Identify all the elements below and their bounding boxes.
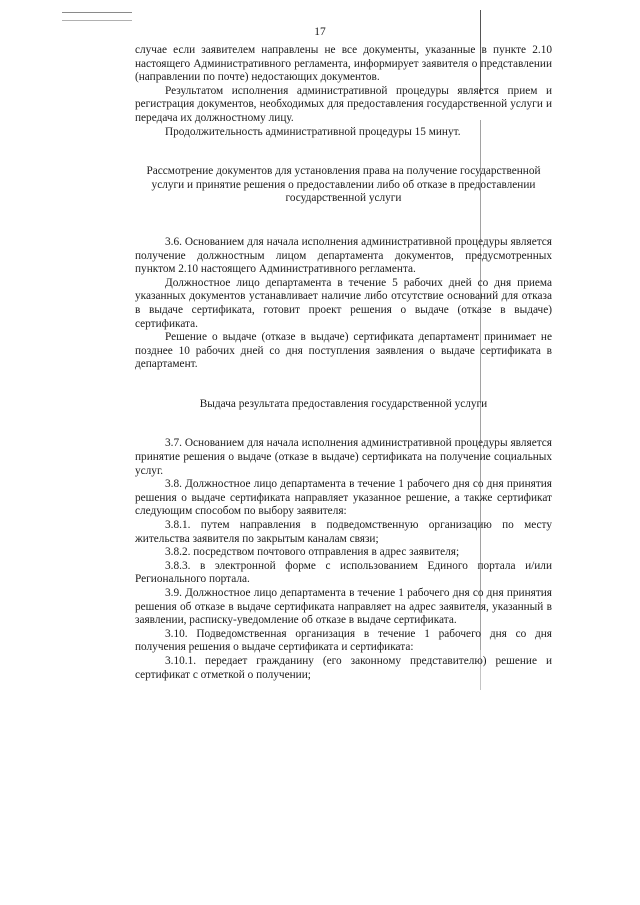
paragraph: 3.10.1. передает гражданину (его законному представителю) решение и сертификат с отметкой о получении; xyxy=(135,654,552,681)
paragraph: 3.9. Должностное лицо департамента в течение 1 рабочего дня со дня принятия решения об отказе в выдаче сертификата направляет на адрес заявителя, указанный в заявлении, расписку-уведомление об отказе в выдаче сертификата. xyxy=(135,587,552,627)
paragraph: случае если заявителем направлены не все документы, указанные в пункте 2.10 настоящего Административного регламента, информирует заявителя о представлении (направлении по почте) недостающих документов. xyxy=(135,44,552,84)
paragraph: Решение о выдаче (отказе в выдаче) сертификата департамент принимает не позднее 10 рабочих дней со дня поступления заявления о выдаче сертификата в департамент. xyxy=(135,331,552,371)
paragraph: 3.7. Основанием для начала исполнения административной процедуры является принятие решения о выдаче (отказе в выдаче) сертификата на получение социальных услуг. xyxy=(135,437,552,477)
section-heading: Рассмотрение документов для установления права на получение государственной услуги и принятие решения о предоставлении либо об отказе в предоставлении государственной услуги xyxy=(146,165,541,205)
paragraph: Должностное лицо департамента в течение 5 рабочих дней со дня приема указанных документов устанавливает наличие либо отсутствие оснований для отказа в выдаче сертификата, готовит проект решения о выдаче (отказе в выдаче) сертификата. xyxy=(135,276,552,330)
document-body xyxy=(135,44,552,682)
page-number: 17 xyxy=(314,26,326,38)
paragraph: 3.8.3. в электронной форме с использованием Единого портала и/или Регионального портала. xyxy=(135,559,552,586)
paragraph: 3.8.1. путем направления в подведомственную организацию по месту жительства заявителя по закрытым каналам связи; xyxy=(135,519,552,545)
paragraph: 3.10. Подведомственная организация в течение 1 рабочего дня со дня получения решения о выдаче сертификата и сертификата: xyxy=(135,627,552,654)
paragraph: Результатом исполнения административной процедуры является прием и регистрация документов, необходимых для предоставления государственной услуги и передача их должностному лицу. xyxy=(135,84,552,124)
paragraph: 3.8.2. посредством почтового отправления в адрес заявителя; xyxy=(165,546,460,559)
scan-artifact-line xyxy=(62,12,132,13)
section-heading: Выдача результата предоставления государственной услуги xyxy=(199,397,488,410)
paragraph: Продолжительность административной процедуры 15 минут. xyxy=(165,125,461,138)
paragraph: 3.6. Основанием для начала исполнения административной процедуры является получение должностным лицом департамента документов, предусмотренных пунктом 2.10 настоящего Административного регламента. xyxy=(135,235,552,276)
scan-artifact-line xyxy=(62,20,132,21)
paragraph: 3.8. Должностное лицо департамента в течение 1 рабочего дня со дня принятия решения о выдаче сертификата направляет указанное решение, а также сертификат следующим способом по выбору заявителя: xyxy=(135,478,552,518)
